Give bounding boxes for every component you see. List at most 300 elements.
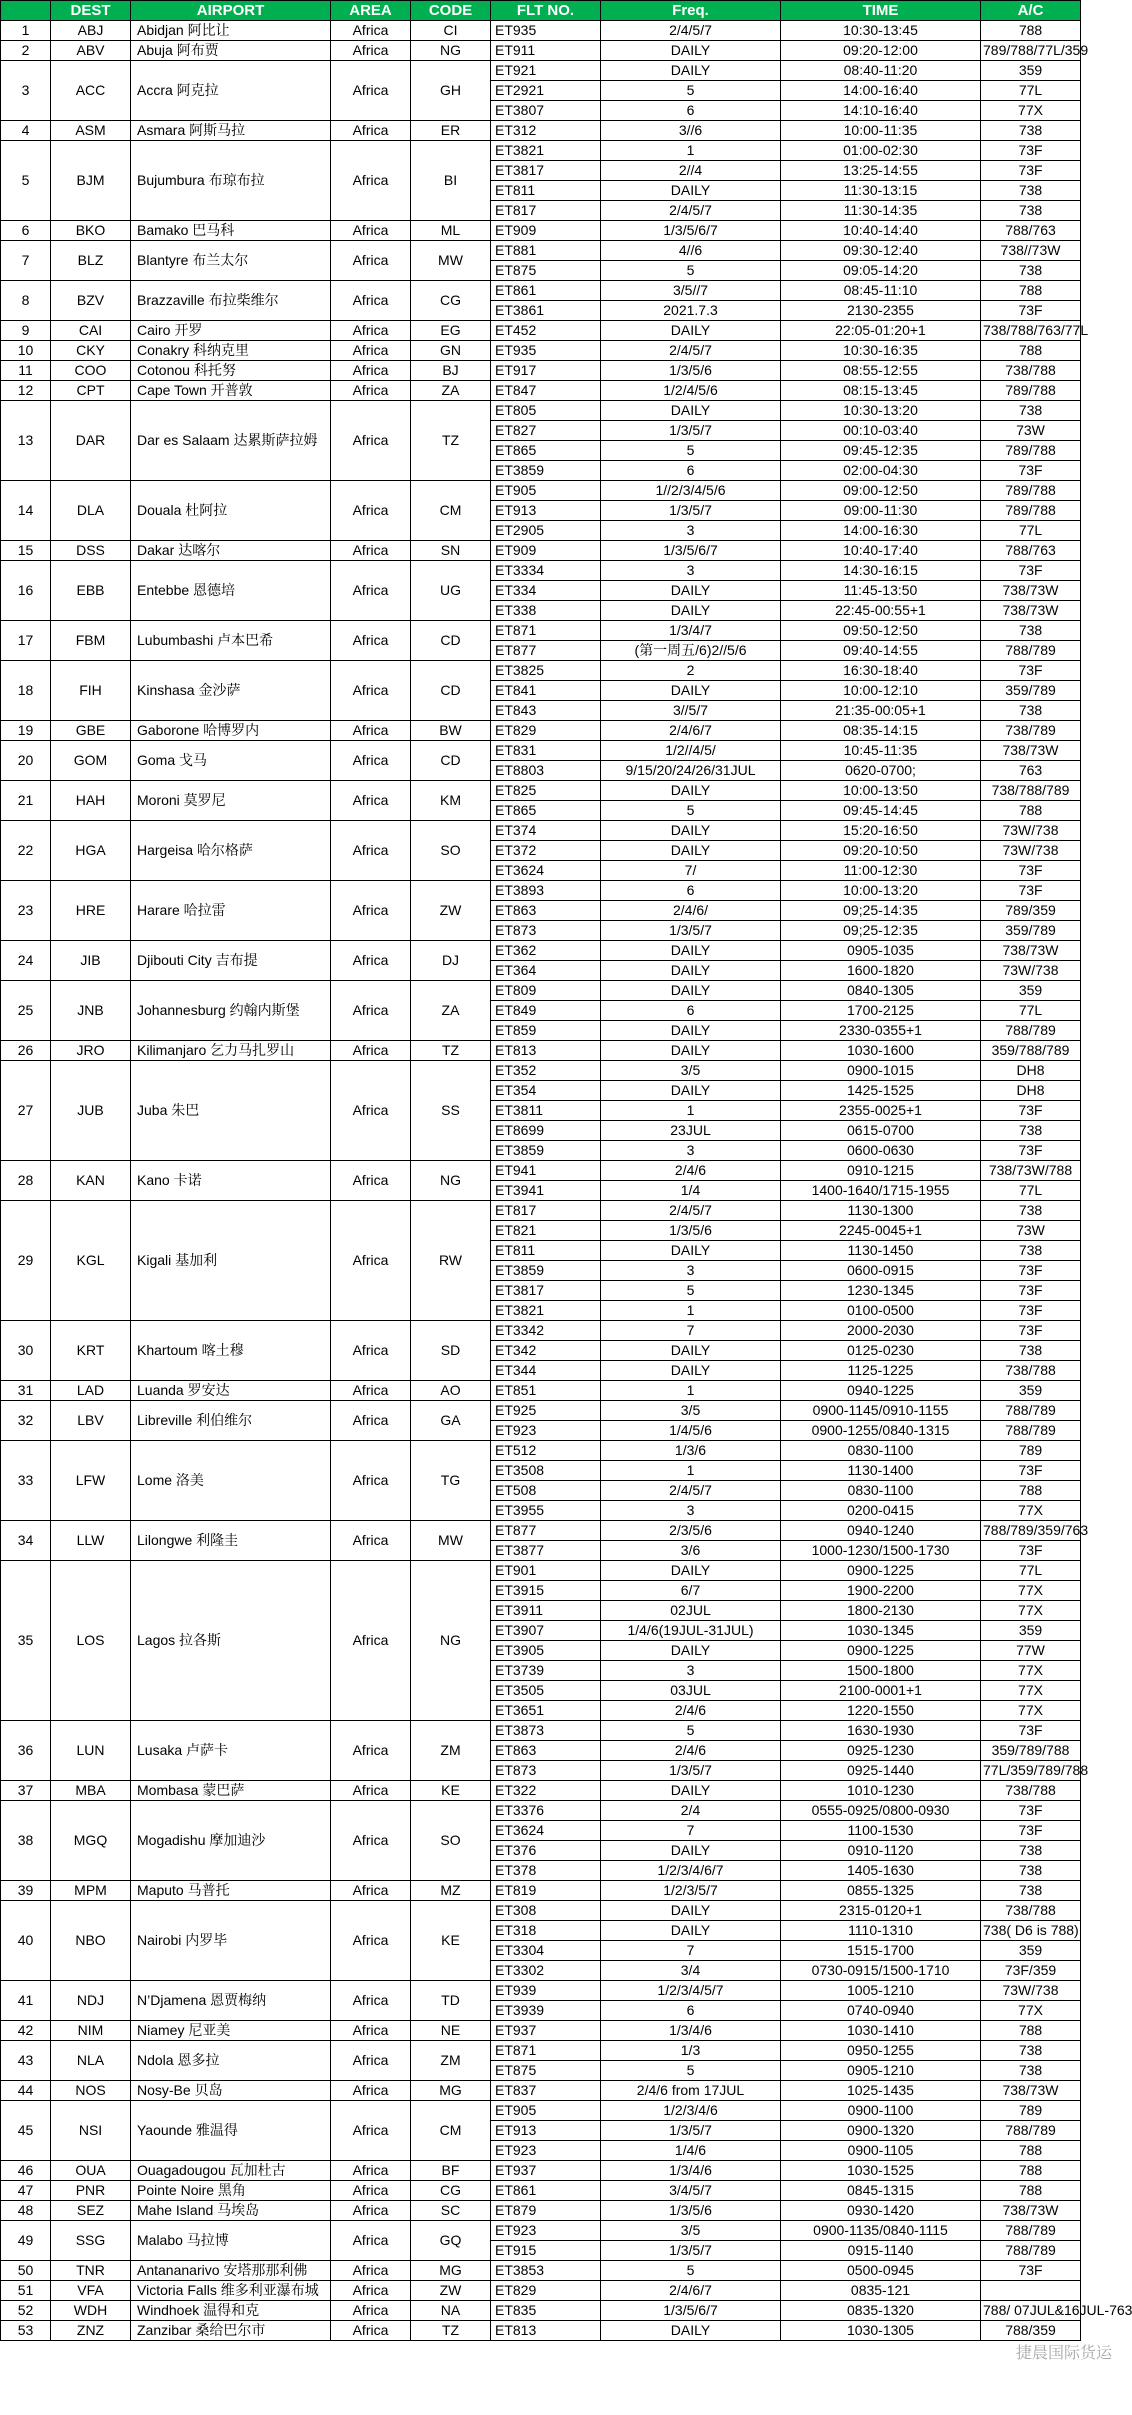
dest-code: NLA — [51, 2041, 131, 2081]
country-code: GH — [411, 61, 491, 121]
aircraft: 788 — [981, 281, 1081, 301]
aircraft: 738 — [981, 1341, 1081, 1361]
country-code: MW — [411, 1521, 491, 1561]
dest-code: HAH — [51, 781, 131, 821]
frequency: 1/3/4/7 — [601, 621, 781, 641]
header-row — [1, 1, 1081, 21]
frequency: 1/3/5/6 — [601, 1221, 781, 1241]
table-row — [1, 981, 1081, 1001]
airport-name: Goma 戈马 — [131, 741, 331, 781]
airport-name: Luanda 罗安达 — [131, 1381, 331, 1401]
frequency: 2/4/6 — [601, 1701, 781, 1721]
dest-code: LFW — [51, 1441, 131, 1521]
country-code: NG — [411, 41, 491, 61]
airport-name: Lusaka 卢萨卡 — [131, 1721, 331, 1781]
dest-code: JNB — [51, 981, 131, 1041]
flight-number: ET877 — [491, 641, 601, 661]
area: Africa — [331, 981, 411, 1041]
flight-number: ET849 — [491, 1001, 601, 1021]
aircraft: DH8 — [981, 1061, 1081, 1081]
aircraft: 788 — [981, 341, 1081, 361]
row-number: 18 — [1, 661, 51, 721]
aircraft: 788/789 — [981, 641, 1081, 661]
frequency: 1/2//4/5/ — [601, 741, 781, 761]
dest-code: SEZ — [51, 2201, 131, 2221]
flight-number: ET863 — [491, 901, 601, 921]
dest-code: ABJ — [51, 21, 131, 41]
country-code: MG — [411, 2081, 491, 2101]
flight-number: ET921 — [491, 61, 601, 81]
time: 22:05-01:20+1 — [781, 321, 981, 341]
header-dest: DEST — [51, 1, 131, 21]
area: Africa — [331, 41, 411, 61]
flight-number: ET811 — [491, 1241, 601, 1261]
dest-code: ACC — [51, 61, 131, 121]
row-number: 29 — [1, 1201, 51, 1321]
country-code: SD — [411, 1321, 491, 1381]
frequency: 2 — [601, 661, 781, 681]
time: 0950-1255 — [781, 2041, 981, 2061]
time: 0910-1215 — [781, 1161, 981, 1181]
frequency: 6 — [601, 2001, 781, 2021]
airport-name: Maputo 马普托 — [131, 1881, 331, 1901]
time: 0900-1225 — [781, 1641, 981, 1661]
aircraft: 738 — [981, 1121, 1081, 1141]
frequency: 9/15/20/24/26/31JUL — [601, 761, 781, 781]
row-number: 12 — [1, 381, 51, 401]
aircraft: 359 — [981, 1381, 1081, 1401]
frequency: 1/3/4/6 — [601, 2021, 781, 2041]
airport-name: Abuja 阿布贾 — [131, 41, 331, 61]
aircraft: 73F — [981, 1321, 1081, 1341]
time: 0900-1255/0840-1315 — [781, 1421, 981, 1441]
aircraft: DH8 — [981, 1081, 1081, 1101]
row-number: 47 — [1, 2181, 51, 2201]
area: Africa — [331, 1901, 411, 1981]
area: Africa — [331, 821, 411, 881]
area: Africa — [331, 1321, 411, 1381]
frequency: 3/4 — [601, 1961, 781, 1981]
time: 1030-1345 — [781, 1621, 981, 1641]
table-row — [1, 2201, 1081, 2221]
time: 0830-1100 — [781, 1481, 981, 1501]
aircraft: 73F — [981, 861, 1081, 881]
frequency: 7 — [601, 1821, 781, 1841]
time: 1900-2200 — [781, 1581, 981, 1601]
flight-number: ET8699 — [491, 1121, 601, 1141]
time: 1025-1435 — [781, 2081, 981, 2101]
aircraft: 788 — [981, 2161, 1081, 2181]
table-row — [1, 241, 1081, 261]
table-row — [1, 661, 1081, 681]
table-row — [1, 1521, 1081, 1541]
aircraft: 73F — [981, 141, 1081, 161]
row-number: 7 — [1, 241, 51, 281]
flight-number: ET825 — [491, 781, 601, 801]
time: 1100-1530 — [781, 1821, 981, 1841]
area: Africa — [331, 2021, 411, 2041]
country-code: RW — [411, 1201, 491, 1321]
flight-number: ET859 — [491, 1021, 601, 1041]
area: Africa — [331, 621, 411, 661]
aircraft: 738 — [981, 1241, 1081, 1261]
row-number: 39 — [1, 1881, 51, 1901]
frequency: 1/3/6 — [601, 1441, 781, 1461]
airport-name: Moroni 莫罗尼 — [131, 781, 331, 821]
time: 09:05-14:20 — [781, 261, 981, 281]
flight-number: ET935 — [491, 21, 601, 41]
area: Africa — [331, 241, 411, 281]
table-row — [1, 1041, 1081, 1061]
flight-number: ET2921 — [491, 81, 601, 101]
time: 16:30-18:40 — [781, 661, 981, 681]
airport-name: Accra 阿克拉 — [131, 61, 331, 121]
area: Africa — [331, 2281, 411, 2301]
frequency: 03JUL — [601, 1681, 781, 1701]
dest-code: NDJ — [51, 1981, 131, 2021]
dest-code: NBO — [51, 1901, 131, 1981]
time: 11:30-14:35 — [781, 201, 981, 221]
country-code: CD — [411, 661, 491, 721]
table-row — [1, 361, 1081, 381]
aircraft: 738 — [981, 1841, 1081, 1861]
flight-number: ET829 — [491, 2281, 601, 2301]
time: 10:00-13:50 — [781, 781, 981, 801]
flight-number: ET937 — [491, 2021, 601, 2041]
frequency: 6 — [601, 881, 781, 901]
frequency: 6 — [601, 101, 781, 121]
flight-number: ET935 — [491, 341, 601, 361]
flight-number: ET3859 — [491, 1261, 601, 1281]
aircraft: 738 — [981, 181, 1081, 201]
table-row — [1, 2041, 1081, 2061]
frequency: DAILY — [601, 1041, 781, 1061]
frequency: 3//5/7 — [601, 701, 781, 721]
frequency: 1/3/5/7 — [601, 421, 781, 441]
flight-number: ET847 — [491, 381, 601, 401]
time: 10:30-16:35 — [781, 341, 981, 361]
aircraft: 77L/359/789/788 — [981, 1761, 1081, 1781]
airport-name: Douala 杜阿拉 — [131, 481, 331, 541]
row-number: 22 — [1, 821, 51, 881]
airport-name: Pointe Noire 黑角 — [131, 2181, 331, 2201]
aircraft: 788 — [981, 2021, 1081, 2041]
dest-code: MGQ — [51, 1801, 131, 1881]
airport-name: Johannesburg 约翰内斯堡 — [131, 981, 331, 1041]
dest-code: BKO — [51, 221, 131, 241]
airport-name: Kinshasa 金沙萨 — [131, 661, 331, 721]
header-no — [1, 1, 51, 21]
time: 2330-0355+1 — [781, 1021, 981, 1041]
time: 0500-0945 — [781, 2261, 981, 2281]
aircraft: 73W — [981, 421, 1081, 441]
time: 1010-1230 — [781, 1781, 981, 1801]
flight-number: ET3893 — [491, 881, 601, 901]
time: 08:55-12:55 — [781, 361, 981, 381]
aircraft: 77W — [981, 1641, 1081, 1661]
row-number: 49 — [1, 2221, 51, 2261]
aircraft: 738 — [981, 1201, 1081, 1221]
country-code: CD — [411, 621, 491, 661]
country-code: CM — [411, 481, 491, 541]
time: 0915-1140 — [781, 2241, 981, 2261]
flight-number: ET925 — [491, 1401, 601, 1421]
frequency: 1/4/5/6 — [601, 1421, 781, 1441]
country-code: GN — [411, 341, 491, 361]
frequency: 1 — [601, 141, 781, 161]
aircraft: 738 — [981, 621, 1081, 641]
aircraft: 73F — [981, 1461, 1081, 1481]
aircraft: 77L — [981, 1561, 1081, 1581]
time: 1030-1600 — [781, 1041, 981, 1061]
flight-number: ET3955 — [491, 1501, 601, 1521]
flight-number: ET3821 — [491, 1301, 601, 1321]
aircraft: 73F — [981, 161, 1081, 181]
frequency: 1/2/4/5/6 — [601, 381, 781, 401]
aircraft: 738 — [981, 701, 1081, 721]
table-row — [1, 741, 1081, 761]
dest-code: TNR — [51, 2261, 131, 2281]
aircraft: 738 — [981, 1861, 1081, 1881]
frequency: DAILY — [601, 321, 781, 341]
flight-number: ET875 — [491, 261, 601, 281]
flight-number: ET837 — [491, 2081, 601, 2101]
table-row — [1, 1401, 1081, 1421]
frequency: 1/3/5/6/7 — [601, 221, 781, 241]
country-code: TG — [411, 1441, 491, 1521]
flight-number: ET352 — [491, 1061, 601, 1081]
row-number: 10 — [1, 341, 51, 361]
aircraft: 77X — [981, 1581, 1081, 1601]
frequency: 23JUL — [601, 1121, 781, 1141]
aircraft: 738/73W — [981, 941, 1081, 961]
area: Africa — [331, 1981, 411, 2021]
flight-number: ET3817 — [491, 1281, 601, 1301]
aircraft: 738/73W — [981, 601, 1081, 621]
aircraft: 738/73W — [981, 2201, 1081, 2221]
row-number: 25 — [1, 981, 51, 1041]
flight-number: ET865 — [491, 441, 601, 461]
dest-code: JUB — [51, 1061, 131, 1161]
aircraft: 359 — [981, 1941, 1081, 1961]
area: Africa — [331, 221, 411, 241]
flight-number: ET3505 — [491, 1681, 601, 1701]
airport-name: Khartoum 喀土穆 — [131, 1321, 331, 1381]
flight-number: ET3907 — [491, 1621, 601, 1641]
aircraft: 73W — [981, 1221, 1081, 1241]
area: Africa — [331, 321, 411, 341]
flight-number: ET905 — [491, 481, 601, 501]
frequency: DAILY — [601, 1641, 781, 1661]
area: Africa — [331, 1781, 411, 1801]
row-number: 11 — [1, 361, 51, 381]
airport-name: Lagos 拉各斯 — [131, 1561, 331, 1721]
table-row — [1, 61, 1081, 81]
time: 10:30-13:45 — [781, 21, 981, 41]
time: 1030-1410 — [781, 2021, 981, 2041]
frequency: 5 — [601, 441, 781, 461]
row-number: 40 — [1, 1901, 51, 1981]
area: Africa — [331, 1721, 411, 1781]
time: 1130-1450 — [781, 1241, 981, 1261]
frequency: 5 — [601, 2061, 781, 2081]
frequency: 3//6 — [601, 121, 781, 141]
header-ac: A/C — [981, 1, 1081, 21]
time: 1030-1305 — [781, 2321, 981, 2341]
frequency: 7 — [601, 1941, 781, 1961]
aircraft: 738 — [981, 201, 1081, 221]
flight-number: ET3877 — [491, 1541, 601, 1561]
frequency: DAILY — [601, 981, 781, 1001]
airport-name: Asmara 阿斯马拉 — [131, 121, 331, 141]
area: Africa — [331, 541, 411, 561]
flight-number: ET354 — [491, 1081, 601, 1101]
time: 1000-1230/1500-1730 — [781, 1541, 981, 1561]
frequency: 02JUL — [601, 1601, 781, 1621]
airport-name: Mahe Island 马埃岛 — [131, 2201, 331, 2221]
frequency: DAILY — [601, 821, 781, 841]
frequency: 3/6 — [601, 1541, 781, 1561]
row-number: 36 — [1, 1721, 51, 1781]
dest-code: DLA — [51, 481, 131, 541]
airport-name: Conakry 科纳克里 — [131, 341, 331, 361]
time: 08:35-14:15 — [781, 721, 981, 741]
frequency: 1/4 — [601, 1181, 781, 1201]
frequency: 2/4/5/7 — [601, 21, 781, 41]
time: 1400-1640/1715-1955 — [781, 1181, 981, 1201]
flight-number: ET917 — [491, 361, 601, 381]
aircraft: 77L — [981, 81, 1081, 101]
flight-number: ET941 — [491, 1161, 601, 1181]
frequency: DAILY — [601, 781, 781, 801]
country-code: BF — [411, 2161, 491, 2181]
time: 1405-1630 — [781, 1861, 981, 1881]
table-row — [1, 1981, 1081, 2001]
frequency: 5 — [601, 1281, 781, 1301]
time: 1425-1525 — [781, 1081, 981, 1101]
dest-code: KRT — [51, 1321, 131, 1381]
row-number: 32 — [1, 1401, 51, 1441]
row-number: 20 — [1, 741, 51, 781]
flight-number: ET821 — [491, 1221, 601, 1241]
frequency: DAILY — [601, 1021, 781, 1041]
flight-number: ET364 — [491, 961, 601, 981]
table-row — [1, 381, 1081, 401]
time: 09;25-14:35 — [781, 901, 981, 921]
aircraft — [981, 2281, 1081, 2301]
flight-number: ET3334 — [491, 561, 601, 581]
aircraft: 788 — [981, 1481, 1081, 1501]
aircraft: 77X — [981, 1501, 1081, 1521]
flight-number: ET913 — [491, 2121, 601, 2141]
row-number: 14 — [1, 481, 51, 541]
time: 10:00-12:10 — [781, 681, 981, 701]
aircraft: 73F — [981, 661, 1081, 681]
table-row — [1, 401, 1081, 421]
flight-number: ET863 — [491, 1741, 601, 1761]
dest-code: KAN — [51, 1161, 131, 1201]
row-number: 24 — [1, 941, 51, 981]
country-code: BI — [411, 141, 491, 221]
dest-code: LAD — [51, 1381, 131, 1401]
area: Africa — [331, 1381, 411, 1401]
aircraft: 788/789 — [981, 1421, 1081, 1441]
frequency: DAILY — [601, 941, 781, 961]
flight-number: ET342 — [491, 1341, 601, 1361]
time: 09:00-11:30 — [781, 501, 981, 521]
time: 1800-2130 — [781, 1601, 981, 1621]
row-number: 35 — [1, 1561, 51, 1721]
airport-name: Lilongwe 利隆圭 — [131, 1521, 331, 1561]
aircraft: 789/359 — [981, 901, 1081, 921]
time: 0910-1120 — [781, 1841, 981, 1861]
frequency: (第一周五/6)2//5/6 — [601, 641, 781, 661]
frequency: 2/3/5/6 — [601, 1521, 781, 1541]
table-row — [1, 2321, 1081, 2341]
row-number: 6 — [1, 221, 51, 241]
airport-name: Abidjan 阿比让 — [131, 21, 331, 41]
flight-number: ET835 — [491, 2301, 601, 2321]
header-time: TIME — [781, 1, 981, 21]
frequency: 1/3/4/6 — [601, 2161, 781, 2181]
frequency: DAILY — [601, 1241, 781, 1261]
area: Africa — [331, 561, 411, 621]
frequency: 2/4/5/7 — [601, 1481, 781, 1501]
header-airport: AIRPORT — [131, 1, 331, 21]
flight-number: ET3624 — [491, 861, 601, 881]
country-code: BW — [411, 721, 491, 741]
country-code: GQ — [411, 2221, 491, 2261]
frequency: 7/ — [601, 861, 781, 881]
frequency: 2/4/6/7 — [601, 721, 781, 741]
aircraft: 788/ 07JUL&16JUL-763 — [981, 2301, 1081, 2321]
dest-code: CPT — [51, 381, 131, 401]
country-code: MZ — [411, 1881, 491, 1901]
time: 10:40-17:40 — [781, 541, 981, 561]
time: 11:00-12:30 — [781, 861, 981, 881]
frequency: 1/2/3/4/5/7 — [601, 1981, 781, 2001]
aircraft: 73W/738 — [981, 1981, 1081, 2001]
area: Africa — [331, 281, 411, 321]
flight-number: ET3915 — [491, 1581, 601, 1601]
flight-number: ET3905 — [491, 1641, 601, 1661]
aircraft: 359/788/789 — [981, 1041, 1081, 1061]
row-number: 38 — [1, 1801, 51, 1881]
table-row — [1, 2221, 1081, 2241]
aircraft: 738/788 — [981, 1901, 1081, 1921]
dest-code: LBV — [51, 1401, 131, 1441]
area: Africa — [331, 381, 411, 401]
time: 10:40-14:40 — [781, 221, 981, 241]
frequency: 6/7 — [601, 1581, 781, 1601]
dest-code: FBM — [51, 621, 131, 661]
frequency: DAILY — [601, 1081, 781, 1101]
area: Africa — [331, 741, 411, 781]
frequency: 2/4/6/ — [601, 901, 781, 921]
aircraft: 77L — [981, 521, 1081, 541]
table-row — [1, 721, 1081, 741]
country-code: NG — [411, 1561, 491, 1721]
flight-number: ET3807 — [491, 101, 601, 121]
flight-number: ET3859 — [491, 1141, 601, 1161]
row-number: 48 — [1, 2201, 51, 2221]
frequency: 2/4/5/7 — [601, 201, 781, 221]
time: 2000-2030 — [781, 1321, 981, 1341]
country-code: NA — [411, 2301, 491, 2321]
row-number: 44 — [1, 2081, 51, 2101]
aircraft: 73F — [981, 301, 1081, 321]
flight-number: ET827 — [491, 421, 601, 441]
